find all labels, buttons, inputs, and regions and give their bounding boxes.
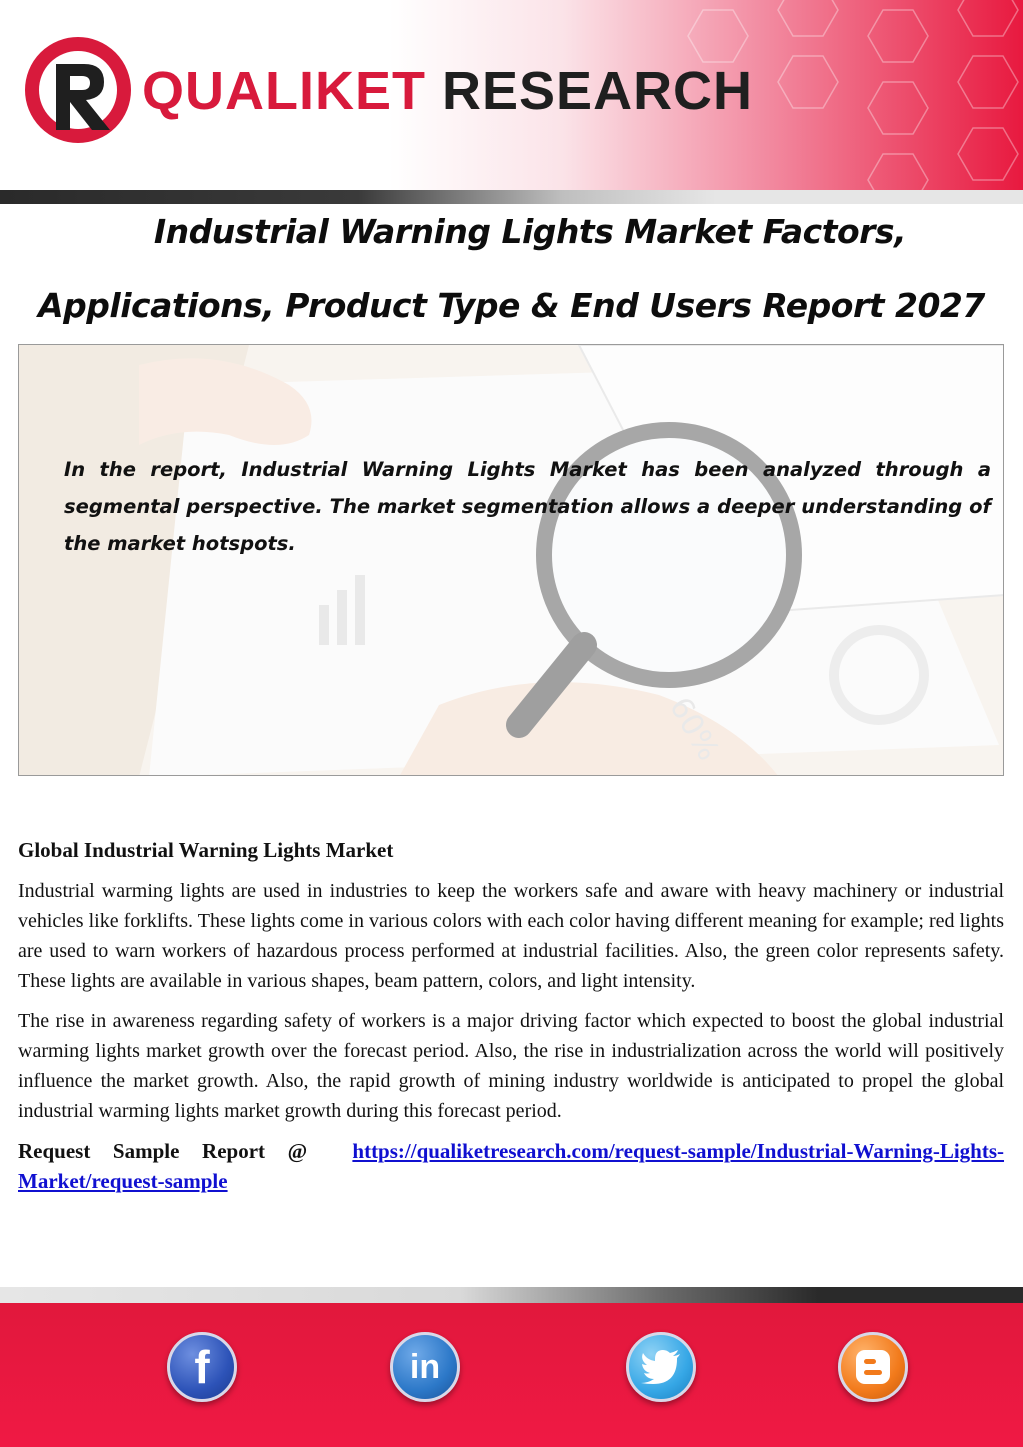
request-sample-line xyxy=(18,1136,1004,1196)
footer-social-bar xyxy=(0,1303,1023,1447)
linkedin-icon[interactable] xyxy=(390,1332,460,1402)
main-content xyxy=(18,836,1004,1196)
twitter-icon[interactable] xyxy=(626,1332,696,1402)
brand-name-qualiket: QUALIKET xyxy=(142,61,426,121)
brand-name-research: RESEARCH xyxy=(442,61,754,121)
header-banner xyxy=(0,0,1023,192)
brand-name xyxy=(142,61,754,121)
facebook-glyph: f xyxy=(194,1341,210,1393)
hero-summary-text: In the report, Industrial Warning Lights Market has been analyzed through a segmental perspective. The market segmentation allows a deeper understanding of the market hotspots. xyxy=(64,458,991,555)
qualiket-logo-icon xyxy=(22,34,134,146)
linkedin-glyph: in xyxy=(409,1347,441,1386)
hero-image-panel xyxy=(18,344,1004,776)
request-sample-label: Request Sample Report @ xyxy=(18,1139,308,1163)
request-sample-link[interactable]: https://qualiketresearch.com/request-sample/Industrial-Warning-Lights-Market/request-sample xyxy=(18,1139,1005,1193)
page-title-line-2: Applications, Product Type & End Users Report 2027 xyxy=(38,286,985,325)
facebook-icon[interactable] xyxy=(167,1332,237,1402)
header-divider xyxy=(0,190,1023,204)
section-title: Global Industrial Warning Lights Market xyxy=(18,838,394,862)
blogger-icon[interactable] xyxy=(838,1332,908,1402)
page-title-line-1: Industrial Warning Lights Market Factors, xyxy=(153,212,907,251)
body-paragraph-1: Industrial warming lights are used in industries to keep the workers safe and aware with heavy machinery or industrial vehicles like forklifts. These lights come in various colors with each color having different meaning for example; red lights are used to warn workers of hazardous process performed at industrial facilities. Also, the green color represents safety. These lights are available in various shapes, beam pattern, colors, and light intensity. xyxy=(18,880,1004,992)
body-paragraph-2: The rise in awareness regarding safety of workers is a major driving factor which expected to boost the global industrial warming lights market growth over the forecast period. Also, the rise in industrialization across the world will positively influence the market growth. Also, the rapid growth of mining industry worldwide is anticipated to propel the global industrial warming lights market growth during this forecast period. xyxy=(18,1010,1004,1122)
blogger-b-glyph xyxy=(854,1348,892,1386)
footer-divider xyxy=(0,1287,1023,1303)
twitter-bird-glyph xyxy=(641,1350,681,1384)
